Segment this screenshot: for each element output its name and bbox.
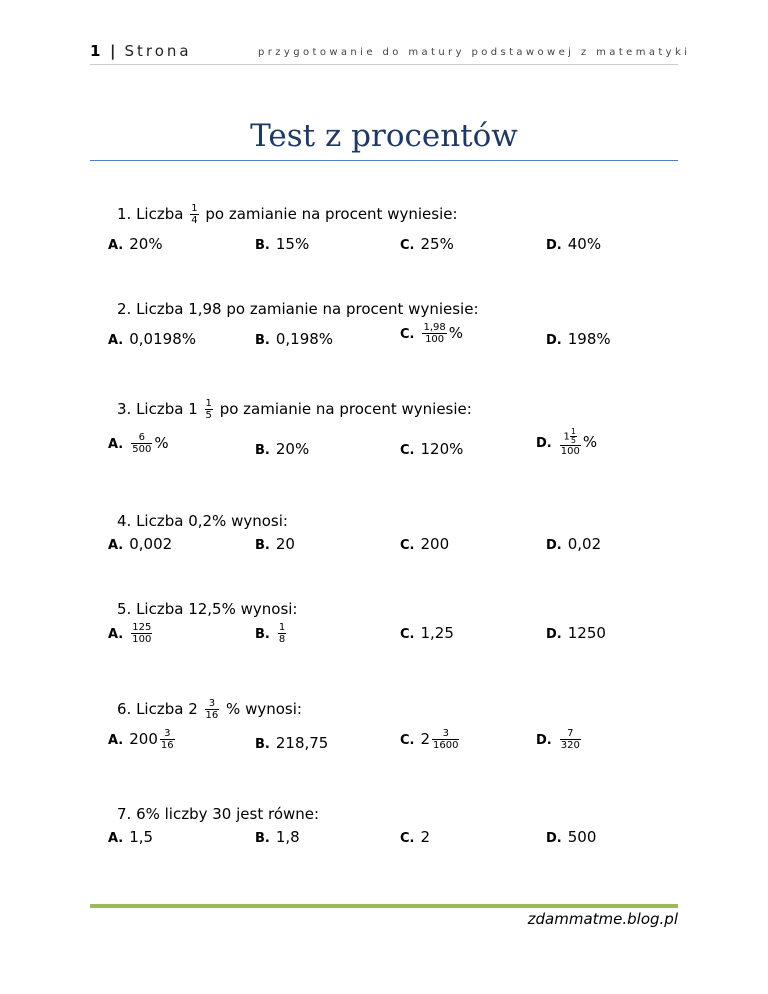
q5-answer-a[interactable]: A. $\frac{125}{100}$ [108, 622, 152, 645]
q1-answer-a[interactable]: A. 20% [108, 235, 163, 253]
page-label: | Strona [110, 42, 192, 60]
q6-answer-c[interactable]: C. 2 $\frac{3}{1600}$ [400, 728, 459, 751]
footer-divider [90, 904, 678, 908]
q1-answer-b[interactable]: B. 15% [255, 235, 310, 253]
question-2: 2. Liczba 1,98 po zamianie na procent wyniesie: [117, 300, 479, 318]
q7-answer-b[interactable]: B. 1,8 [255, 828, 300, 846]
q6-answer-a[interactable]: A. 200 $\frac{3}{16}$ [108, 728, 174, 751]
q1-answer-c[interactable]: C. 25% [400, 235, 454, 253]
header-divider [90, 64, 678, 65]
footer-url[interactable]: zdammatme.blog.pl [527, 910, 678, 928]
title-divider [90, 160, 678, 161]
question-7: 7. 6% liczby 30 jest równe: [117, 805, 320, 823]
q4-answer-b[interactable]: B. 20 [255, 535, 295, 553]
q3-answer-a[interactable]: A. $\frac{6}{500}$ % [108, 432, 169, 455]
question-6: 6. Liczba 2 $\frac{3}{16}$ % wynosi: [117, 698, 302, 721]
q3-answer-c[interactable]: C. 120% [400, 440, 464, 458]
q2-answer-b[interactable]: B. 0,198% [255, 330, 334, 348]
q3-answer-d[interactable]: D. 1 $\frac{1}{5}$ 100 % [536, 427, 598, 457]
q5-answer-d[interactable]: D. 1250 [546, 624, 606, 642]
q2-answer-a[interactable]: A. 0,0198% [108, 330, 196, 348]
q5-answer-c[interactable]: C. 1,25 [400, 624, 454, 642]
q4-answer-a[interactable]: A. 0,002 [108, 535, 173, 553]
q4-answer-d[interactable]: D. 0,02 [546, 535, 602, 553]
q3-answer-b[interactable]: B. 20% [255, 440, 310, 458]
question-4: 4. Liczba 0,2% wynosi: [117, 512, 288, 530]
question-5: 5. Liczba 12,5% wynosi: [117, 600, 298, 618]
page-title: Test z procentów [250, 118, 518, 154]
page-number: 1 [90, 42, 101, 60]
fraction: $\frac{3}{16}$ [205, 698, 219, 721]
header-subtitle: przygotowanie do matury podstawowej z matematyki [258, 47, 691, 58]
q7-answer-c[interactable]: C. 2 [400, 828, 431, 846]
q7-answer-a[interactable]: A. 1,5 [108, 828, 154, 846]
q2-answer-d[interactable]: D. 198% [546, 330, 611, 348]
question-1: 1. Liczba $\frac{1}{4}$ po zamianie na procent wyniesie: [117, 203, 458, 226]
fraction: $\frac{1}{4}$ [191, 203, 198, 226]
q6-answer-d[interactable]: D. $\frac{7}{320}$ [536, 728, 580, 751]
q4-answer-c[interactable]: C. 200 [400, 535, 450, 553]
q5-answer-b[interactable]: B. $\frac{1}{8}$ [255, 622, 286, 645]
q7-answer-d[interactable]: D. 500 [546, 828, 597, 846]
question-3: 3. Liczba 1 $\frac{1}{5}$ po zamianie na procent wyniesie: [117, 398, 472, 421]
q1-answer-d[interactable]: D. 40% [546, 235, 602, 253]
q6-answer-b[interactable]: B. 218,75 [255, 734, 329, 752]
fraction: $\frac{1}{5}$ [205, 398, 212, 421]
q2-answer-c[interactable]: C. $\frac{1,98}{100}$ % [400, 322, 464, 345]
